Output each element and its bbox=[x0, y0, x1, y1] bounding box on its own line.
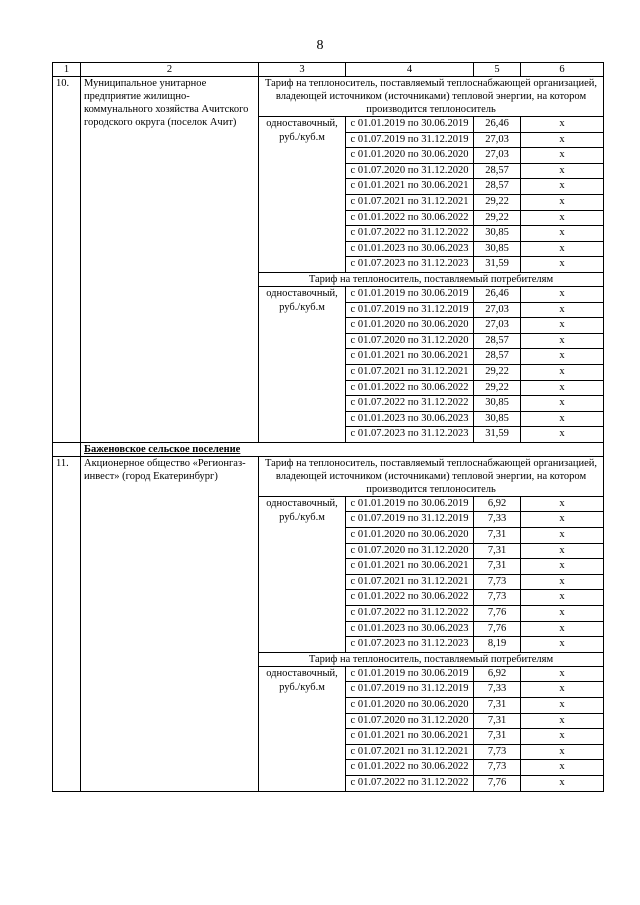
period-cell: с 01.01.2021 по 30.06.2021 bbox=[346, 179, 474, 195]
mark-cell: х bbox=[521, 148, 604, 164]
rate-type: одноставочный, руб./куб.м bbox=[259, 286, 346, 442]
period-cell: с 01.01.2023 по 30.06.2023 bbox=[346, 411, 474, 427]
value-cell: 26,46 bbox=[474, 117, 521, 133]
value-cell: 30,85 bbox=[474, 411, 521, 427]
period-cell: с 01.07.2019 по 31.12.2019 bbox=[346, 302, 474, 318]
value-cell: 29,22 bbox=[474, 210, 521, 226]
tariff-title: Тариф на теплоноситель, поставляемый потребителям bbox=[259, 652, 604, 666]
mark-cell: х bbox=[521, 132, 604, 148]
period-cell: с 01.07.2022 по 31.12.2022 bbox=[346, 226, 474, 242]
value-cell: 7,76 bbox=[474, 621, 521, 637]
section-title: Баженовское сельское поселение bbox=[81, 442, 604, 456]
mark-cell: х bbox=[521, 427, 604, 443]
mark-cell: х bbox=[521, 543, 604, 559]
row-number: 11. bbox=[53, 456, 81, 791]
mark-cell: х bbox=[521, 590, 604, 606]
period-cell: с 01.07.2019 по 31.12.2019 bbox=[346, 682, 474, 698]
period-cell: с 01.01.2023 по 30.06.2023 bbox=[346, 621, 474, 637]
period-cell: с 01.07.2022 по 31.12.2022 bbox=[346, 606, 474, 622]
mark-cell: х bbox=[521, 286, 604, 302]
mark-cell: х bbox=[521, 744, 604, 760]
value-cell: 27,03 bbox=[474, 148, 521, 164]
mark-cell: х bbox=[521, 411, 604, 427]
column-number: 5 bbox=[474, 63, 521, 77]
mark-cell: х bbox=[521, 210, 604, 226]
column-number: 2 bbox=[81, 63, 259, 77]
value-cell: 7,31 bbox=[474, 713, 521, 729]
mark-cell: х bbox=[521, 163, 604, 179]
period-cell: с 01.07.2021 по 31.12.2021 bbox=[346, 364, 474, 380]
period-cell: с 01.01.2022 по 30.06.2022 bbox=[346, 590, 474, 606]
mark-cell: х bbox=[521, 621, 604, 637]
tariff-table bbox=[52, 62, 604, 792]
value-cell: 26,46 bbox=[474, 286, 521, 302]
period-cell: с 01.01.2020 по 30.06.2020 bbox=[346, 318, 474, 334]
row-number: 10. bbox=[53, 77, 81, 443]
tariff-title: Тариф на теплоноситель, поставляемый теплоснабжающей организацией, владеющей источником (источниками) тепловой энергии, на котором производится теплоноситель bbox=[259, 77, 604, 117]
period-cell: с 01.01.2020 по 30.06.2020 bbox=[346, 698, 474, 714]
period-cell: с 01.01.2020 по 30.06.2020 bbox=[346, 528, 474, 544]
value-cell: 27,03 bbox=[474, 318, 521, 334]
value-cell: 30,85 bbox=[474, 396, 521, 412]
period-cell: с 01.07.2020 по 31.12.2020 bbox=[346, 713, 474, 729]
mark-cell: х bbox=[521, 117, 604, 133]
value-cell: 7,31 bbox=[474, 698, 521, 714]
mark-cell: х bbox=[521, 257, 604, 273]
value-cell: 7,31 bbox=[474, 543, 521, 559]
period-cell: с 01.07.2021 по 31.12.2021 bbox=[346, 744, 474, 760]
mark-cell: х bbox=[521, 713, 604, 729]
value-cell: 28,57 bbox=[474, 163, 521, 179]
period-cell: с 01.01.2021 по 30.06.2021 bbox=[346, 349, 474, 365]
period-cell: с 01.01.2022 по 30.06.2022 bbox=[346, 210, 474, 226]
period-cell: с 01.07.2019 по 31.12.2019 bbox=[346, 132, 474, 148]
mark-cell: х bbox=[521, 396, 604, 412]
period-cell: с 01.01.2021 по 30.06.2021 bbox=[346, 729, 474, 745]
value-cell: 7,73 bbox=[474, 744, 521, 760]
period-cell: с 01.07.2020 по 31.12.2020 bbox=[346, 333, 474, 349]
value-cell: 7,33 bbox=[474, 682, 521, 698]
mark-cell: х bbox=[521, 760, 604, 776]
period-cell: с 01.07.2021 по 31.12.2021 bbox=[346, 574, 474, 590]
period-cell: с 01.01.2019 по 30.06.2019 bbox=[346, 286, 474, 302]
period-cell: с 01.07.2021 по 31.12.2021 bbox=[346, 194, 474, 210]
period-cell: с 01.01.2022 по 30.06.2022 bbox=[346, 760, 474, 776]
value-cell: 30,85 bbox=[474, 226, 521, 242]
value-cell: 7,73 bbox=[474, 590, 521, 606]
mark-cell: х bbox=[521, 559, 604, 575]
value-cell: 27,03 bbox=[474, 302, 521, 318]
organization-name: Акционерное общество «Регионгаз-инвест» (город Екатеринбург) bbox=[81, 456, 259, 791]
mark-cell: х bbox=[521, 666, 604, 682]
mark-cell: х bbox=[521, 226, 604, 242]
period-cell: с 01.07.2023 по 31.12.2023 bbox=[346, 637, 474, 653]
period-cell: с 01.07.2023 по 31.12.2023 bbox=[346, 257, 474, 273]
value-cell: 30,85 bbox=[474, 241, 521, 257]
value-cell: 29,22 bbox=[474, 364, 521, 380]
rate-type: одноставочный, руб./куб.м bbox=[259, 117, 346, 273]
mark-cell: х bbox=[521, 528, 604, 544]
period-cell: с 01.01.2021 по 30.06.2021 bbox=[346, 559, 474, 575]
mark-cell: х bbox=[521, 574, 604, 590]
section-row bbox=[53, 442, 604, 456]
tariff-title: Тариф на теплоноситель, поставляемый потребителям bbox=[259, 272, 604, 286]
mark-cell: х bbox=[521, 194, 604, 210]
tariff-title: Тариф на теплоноситель, поставляемый теплоснабжающей организацией, владеющей источником (источниками) тепловой энергии, на котором производится теплоноситель bbox=[259, 456, 604, 496]
period-cell: с 01.01.2022 по 30.06.2022 bbox=[346, 380, 474, 396]
column-number: 4 bbox=[346, 63, 474, 77]
period-cell: с 01.01.2023 по 30.06.2023 bbox=[346, 241, 474, 257]
mark-cell: х bbox=[521, 380, 604, 396]
value-cell: 29,22 bbox=[474, 194, 521, 210]
mark-cell: х bbox=[521, 318, 604, 334]
value-cell: 31,59 bbox=[474, 427, 521, 443]
mark-cell: х bbox=[521, 179, 604, 195]
period-cell: с 01.07.2022 по 31.12.2022 bbox=[346, 396, 474, 412]
header-row bbox=[53, 63, 604, 77]
rate-type: одноставочный, руб./куб.м bbox=[259, 496, 346, 652]
value-cell: 7,31 bbox=[474, 559, 521, 575]
period-cell: с 01.07.2020 по 31.12.2020 bbox=[346, 163, 474, 179]
page-number: 8 bbox=[316, 38, 324, 53]
mark-cell: х bbox=[521, 637, 604, 653]
value-cell: 7,73 bbox=[474, 760, 521, 776]
mark-cell: х bbox=[521, 241, 604, 257]
organization-name: Муниципальное унитарное предприятие жилищно-коммунального хозяйства Ачитского городского округа (поселок Ачит) bbox=[81, 77, 259, 443]
mark-cell: х bbox=[521, 333, 604, 349]
value-cell: 29,22 bbox=[474, 380, 521, 396]
value-cell: 7,31 bbox=[474, 528, 521, 544]
period-cell: с 01.01.2019 по 30.06.2019 bbox=[346, 496, 474, 512]
value-cell: 28,57 bbox=[474, 179, 521, 195]
mark-cell: х bbox=[521, 698, 604, 714]
mark-cell: х bbox=[521, 729, 604, 745]
mark-cell: х bbox=[521, 775, 604, 791]
rate-type: одноставочный, руб./куб.м bbox=[259, 666, 346, 791]
mark-cell: х bbox=[521, 349, 604, 365]
period-cell: с 01.01.2019 по 30.06.2019 bbox=[346, 117, 474, 133]
period-cell: с 01.01.2019 по 30.06.2019 bbox=[346, 666, 474, 682]
value-cell: 7,76 bbox=[474, 606, 521, 622]
value-cell: 8,19 bbox=[474, 637, 521, 653]
value-cell: 6,92 bbox=[474, 496, 521, 512]
value-cell: 27,03 bbox=[474, 132, 521, 148]
mark-cell: х bbox=[521, 302, 604, 318]
period-cell: с 01.01.2020 по 30.06.2020 bbox=[346, 148, 474, 164]
value-cell: 28,57 bbox=[474, 333, 521, 349]
value-cell: 31,59 bbox=[474, 257, 521, 273]
period-cell: с 01.07.2019 по 31.12.2019 bbox=[346, 512, 474, 528]
tariff-title-row bbox=[53, 77, 604, 117]
value-cell: 7,33 bbox=[474, 512, 521, 528]
tariff-title-row bbox=[53, 456, 604, 496]
mark-cell: х bbox=[521, 682, 604, 698]
column-number: 3 bbox=[259, 63, 346, 77]
period-cell: с 01.07.2022 по 31.12.2022 bbox=[346, 775, 474, 791]
value-cell: 28,57 bbox=[474, 349, 521, 365]
mark-cell: х bbox=[521, 606, 604, 622]
column-number: 6 bbox=[521, 63, 604, 77]
mark-cell: х bbox=[521, 364, 604, 380]
period-cell: с 01.07.2020 по 31.12.2020 bbox=[346, 543, 474, 559]
value-cell: 7,76 bbox=[474, 775, 521, 791]
value-cell: 6,92 bbox=[474, 666, 521, 682]
mark-cell: х bbox=[521, 496, 604, 512]
period-cell: с 01.07.2023 по 31.12.2023 bbox=[346, 427, 474, 443]
column-number: 1 bbox=[53, 63, 81, 77]
value-cell: 7,31 bbox=[474, 729, 521, 745]
value-cell: 7,73 bbox=[474, 574, 521, 590]
mark-cell: х bbox=[521, 512, 604, 528]
